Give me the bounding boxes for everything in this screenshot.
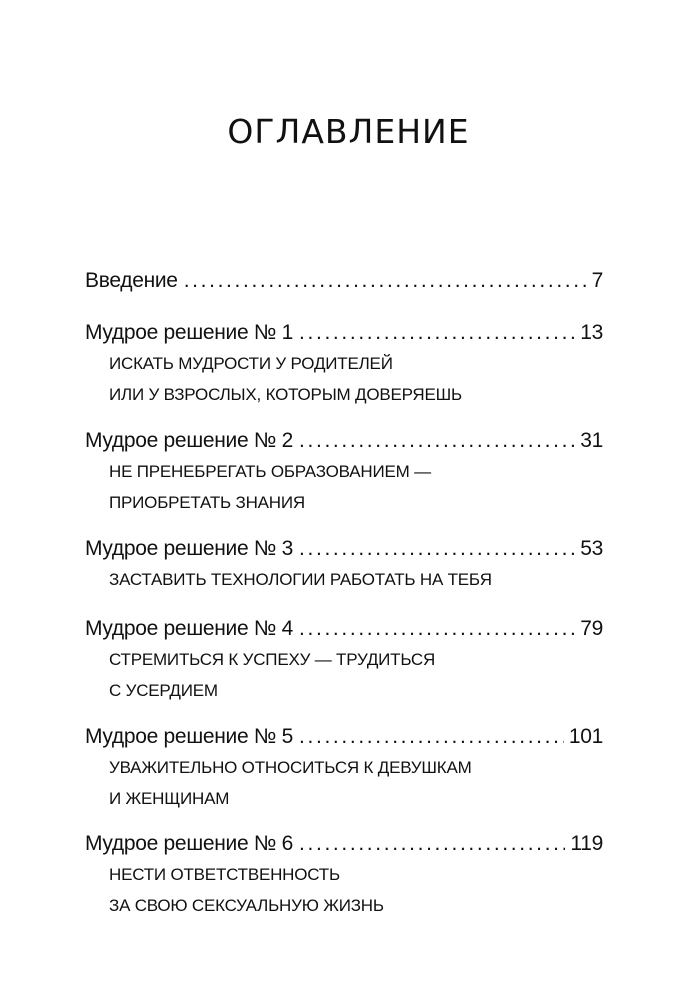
toc-entry-label: Введение — [85, 269, 178, 292]
toc-page-number: 13 — [580, 321, 603, 344]
toc-entry-subtitle — [109, 456, 603, 518]
toc-entry-label: Мудрое решение № 5 — [85, 725, 294, 748]
dot-leader — [299, 534, 575, 564]
toc-page-number: 79 — [580, 617, 603, 640]
toc-entry-line — [85, 266, 603, 296]
dot-leader — [299, 318, 575, 348]
toc-entry-line — [85, 426, 603, 456]
subtitle-line: ПРИОБРЕТАТЬ ЗНАНИЯ — [109, 493, 305, 512]
toc-entry-decision-5[interactable] — [85, 722, 603, 814]
toc-entry-line — [85, 722, 603, 752]
toc-entry-subtitle — [109, 348, 603, 410]
toc-entry-subtitle — [109, 564, 603, 595]
dot-leader — [299, 614, 575, 644]
toc-entry-subtitle — [109, 859, 603, 921]
toc-entry-subtitle — [109, 752, 603, 814]
toc-entry-label: Мудрое решение № 4 — [85, 617, 294, 640]
toc-entry-decision-2[interactable] — [85, 426, 603, 518]
toc-page-number: 101 — [568, 725, 603, 748]
dot-leader — [299, 722, 564, 752]
toc-entry-decision-1[interactable] — [85, 318, 603, 410]
dot-leader — [299, 829, 565, 859]
subtitle-line: С УСЕРДИЕМ — [109, 681, 218, 700]
dot-leader — [299, 426, 575, 456]
toc-entry-decision-4[interactable] — [85, 614, 603, 706]
subtitle-line: ЗАСТАВИТЬ ТЕХНОЛОГИИ РАБОТАТЬ НА ТЕБЯ — [109, 570, 492, 589]
subtitle-line: ИЛИ У ВЗРОСЛЫХ, КОТОРЫМ ДОВЕРЯЕШЬ — [109, 385, 462, 404]
toc-entry-subtitle — [109, 644, 603, 706]
toc-page-number: 53 — [580, 537, 603, 560]
subtitle-line: СТРЕМИТЬСЯ К УСПЕХУ — ТРУДИТЬСЯ — [109, 650, 436, 669]
toc-entry-line — [85, 829, 603, 859]
toc-entry-introduction[interactable] — [85, 266, 603, 296]
toc-entry-label: Мудрое решение № 1 — [85, 321, 294, 344]
subtitle-line: ЗА СВОЮ СЕКСУАЛЬНУЮ ЖИЗНЬ — [109, 896, 384, 915]
toc-page-number: 119 — [570, 832, 603, 855]
toc-entry-label: Мудрое решение № 2 — [85, 429, 294, 452]
subtitle-line: УВАЖИТЕЛЬНО ОТНОСИТЬСЯ К ДЕВУШКАМ — [109, 758, 472, 777]
toc-entry-line — [85, 614, 603, 644]
toc-entry-line — [85, 534, 603, 564]
toc-entry-decision-6[interactable] — [85, 829, 603, 921]
subtitle-line: НЕ ПРЕНЕБРЕГАТЬ ОБРАЗОВАНИЕМ — — [109, 462, 431, 481]
toc-page-number: 7 — [591, 269, 603, 292]
subtitle-line: ИСКАТЬ МУДРОСТИ У РОДИТЕЛЕЙ — [109, 354, 393, 373]
toc-entry-label: Мудрое решение № 3 — [85, 537, 294, 560]
toc-entry-line — [85, 318, 603, 348]
toc-entry-label: Мудрое решение № 6 — [85, 832, 294, 855]
subtitle-line: И ЖЕНЩИНАМ — [109, 789, 230, 808]
toc-page-number: 31 — [580, 429, 603, 452]
dot-leader — [184, 266, 587, 296]
page-title: ОГЛАВЛЕНИЕ — [227, 112, 470, 151]
toc-entry-decision-3[interactable] — [85, 534, 603, 595]
subtitle-line: НЕСТИ ОТВЕТСТВЕННОСТЬ — [109, 865, 340, 884]
